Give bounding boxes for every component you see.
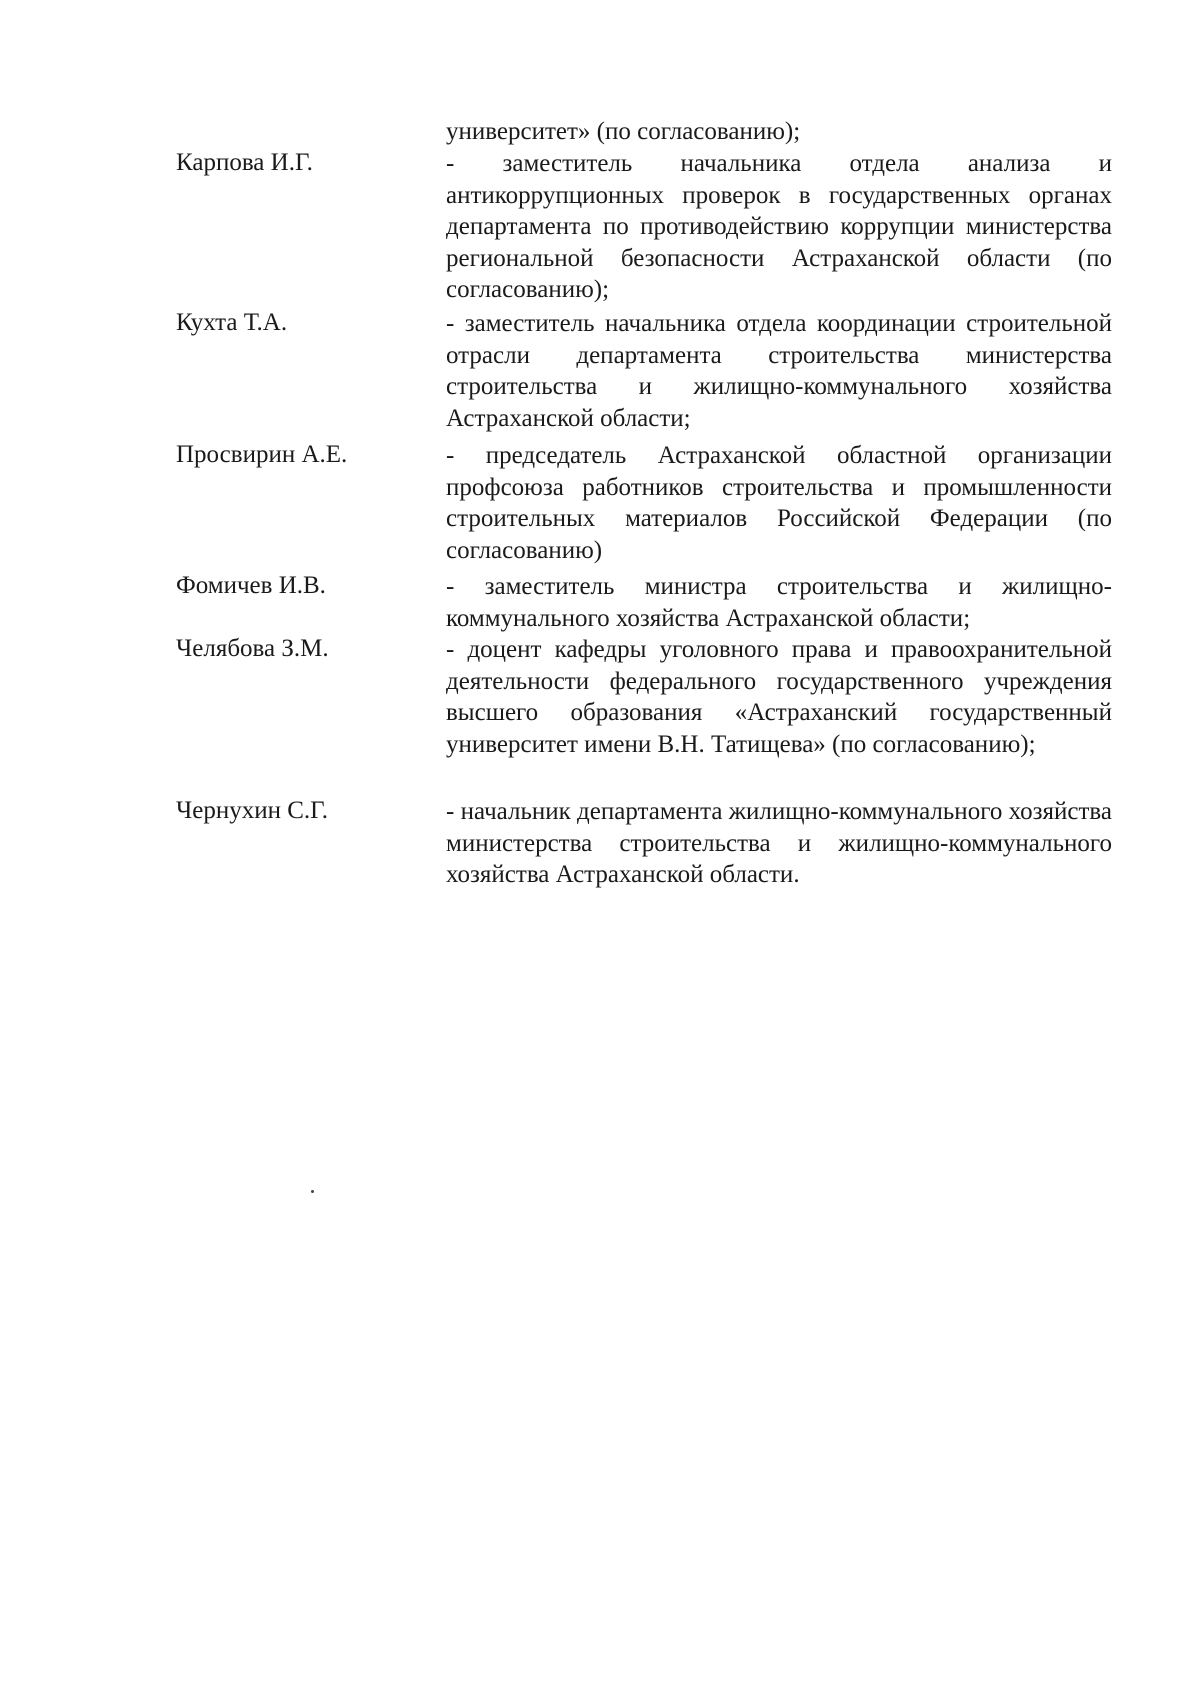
member-role: - начальник департамента жилищно-коммунального хозяйства министерства строительства и жилищно-коммунального хозяйства Астраханской области. <box>446 798 1112 888</box>
member-name: Фомичев И.В. <box>176 572 326 599</box>
member-name: Просвирин А.Е. <box>176 441 348 468</box>
member-name: Карпова И.Г. <box>176 149 313 176</box>
member-role: - заместитель начальника отдела координации строительной отрасли департамента строительства министерства строительства и жилищно-коммунального хозяйства Астраханской области; <box>446 310 1112 432</box>
member-role: - доцент кафедры уголовного права и правоохранительной деятельности федерального государственного учреждения высшего образования «Астраханский государственный университет имени В.Н. Татищева» (по согласованию); <box>446 636 1112 758</box>
member-name: Кухта Т.А. <box>176 309 288 336</box>
member-role: - заместитель начальника отдела анализа и антикоррупционных проверок в государственных органах департамента по противодействию коррупции министерства региональной безопасности Астраханской области (по согласованию); <box>446 150 1112 303</box>
member-name: Чернухин С.Г. <box>176 797 329 824</box>
member-name: Челябова З.М. <box>176 635 329 662</box>
scan-speck <box>311 1190 314 1193</box>
continuation-text: университет» (по согласованию); <box>446 118 801 145</box>
member-role: - председатель Астраханской областной организации профсоюза работников строительства и промышленности строительных материалов Российской Федерации (по согласованию) <box>446 442 1112 564</box>
member-role: - заместитель министра строительства и жилищно-коммунального хозяйства Астраханской области; <box>446 573 1112 632</box>
